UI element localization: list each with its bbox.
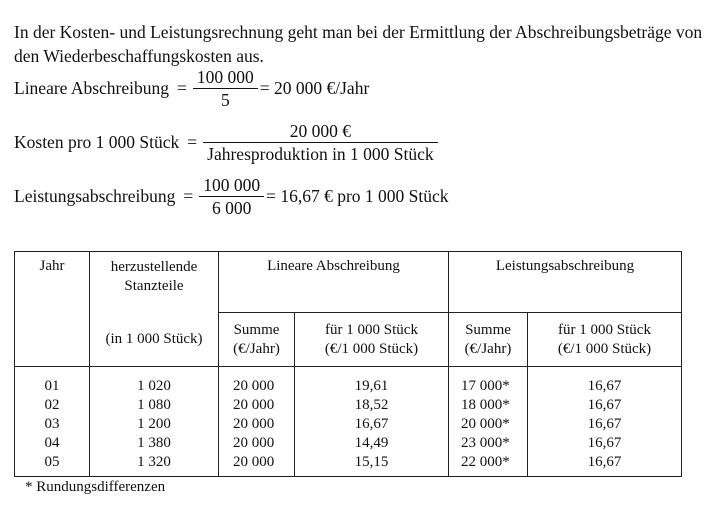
sub-header-pro: für 1 000 Stück (€/1 000 Stück) — [528, 313, 682, 367]
cell-jahr: 03 — [44, 416, 60, 432]
equals-sign: = — [183, 186, 194, 206]
cell-leist-pro: 16,67 — [587, 454, 622, 470]
cell-leist-summe: 17 000* — [461, 378, 510, 394]
col-jahr-values — [15, 367, 90, 477]
cell-lin-pro: 15,15 — [354, 454, 389, 470]
cell-jahr: 04 — [44, 435, 60, 451]
fraction — [201, 174, 262, 219]
intro-paragraph: In der Kosten- und Leistungsrechnung geht man bei der Ermittlung der Abschreibungsbeträge von den Wiederbeschaffungskosten aus. — [14, 21, 703, 66]
formula-label: Lineare Abschreibung — [14, 78, 170, 98]
fraction — [205, 120, 436, 165]
col-leist-pro-values — [528, 367, 682, 477]
cell-leist-pro: 16,67 — [587, 397, 622, 413]
table-body-row — [15, 367, 682, 477]
sub-header-summe: Summe (€/Jahr) — [219, 313, 295, 367]
cell-teile: 1 320 — [137, 454, 171, 470]
col-header-jahr: Jahr — [15, 252, 90, 367]
equals-sign: = — [187, 132, 198, 152]
cell-leist-pro: 16,67 — [587, 435, 622, 451]
formula-result: = 20 000 €/Jahr — [259, 78, 370, 98]
cell-teile: 1 020 — [137, 378, 171, 394]
stanzteile-unit: (in 1 000 Stück) — [105, 331, 203, 347]
formula-result: = 16,67 € pro 1 000 Stück — [266, 186, 449, 206]
cell-lin-summe: 20 000 — [233, 416, 275, 432]
cell-lin-summe: 20 000 — [233, 378, 275, 394]
denominator: Jahresproduktion in 1 000 Stück — [203, 142, 438, 165]
col-leist-summe-values — [449, 367, 528, 477]
formula-label: Leistungsabschreibung — [14, 186, 176, 206]
col-teile-values — [90, 367, 219, 477]
cell-leist-summe: 23 000* — [461, 435, 510, 451]
cell-teile: 1 080 — [137, 397, 171, 413]
cell-jahr: 02 — [44, 397, 60, 413]
cell-leist-summe: 22 000* — [461, 454, 510, 470]
numerator: 100 000 — [203, 175, 261, 195]
footnote: * Rundungsdifferenzen — [25, 479, 166, 495]
formula-leistungsabschreibung — [14, 174, 449, 219]
stanzteile-label: herzustellende Stanzteile — [110, 259, 198, 294]
formula-kosten-pro-stueck — [14, 120, 436, 165]
cell-lin-summe: 20 000 — [233, 397, 275, 413]
cell-lin-pro: 18,52 — [354, 397, 389, 413]
denominator: 6 000 — [199, 196, 264, 219]
cell-leist-summe: 20 000* — [461, 416, 510, 432]
col-header-stanzteile — [90, 252, 219, 367]
cell-leist-pro: 16,67 — [587, 378, 622, 394]
numerator: 20 000 € — [289, 121, 352, 141]
abschreibung-table — [14, 251, 682, 477]
cell-leist-summe: 18 000* — [461, 397, 510, 413]
group-header-linear: Lineare Abschreibung — [219, 252, 449, 313]
cell-lin-pro: 19,61 — [354, 378, 389, 394]
cell-leist-pro: 16,67 — [587, 416, 622, 432]
sub-header-summe: Summe (€/Jahr) — [449, 313, 528, 367]
equals-sign: = — [177, 78, 187, 98]
col-lin-summe-values — [219, 367, 295, 477]
denominator: 5 — [193, 88, 258, 111]
fraction — [195, 66, 256, 111]
cell-lin-summe: 20 000 — [233, 454, 275, 470]
col-lin-pro-values — [295, 367, 449, 477]
cell-lin-pro: 16,67 — [354, 416, 389, 432]
formula-label: Kosten pro 1 000 Stück — [14, 132, 180, 152]
cell-lin-summe: 20 000 — [233, 435, 275, 451]
cell-teile: 1 200 — [137, 416, 171, 432]
cell-lin-pro: 14,49 — [354, 435, 389, 451]
cell-jahr: 01 — [44, 378, 60, 394]
group-header-leistung: Leistungsabschreibung — [449, 252, 682, 313]
formula-lineare-abschreibung — [14, 66, 369, 111]
cell-teile: 1 380 — [137, 435, 171, 451]
cell-jahr: 05 — [44, 454, 60, 470]
sub-header-pro: für 1 000 Stück (€/1 000 Stück) — [295, 313, 449, 367]
numerator: 100 000 — [196, 67, 254, 87]
